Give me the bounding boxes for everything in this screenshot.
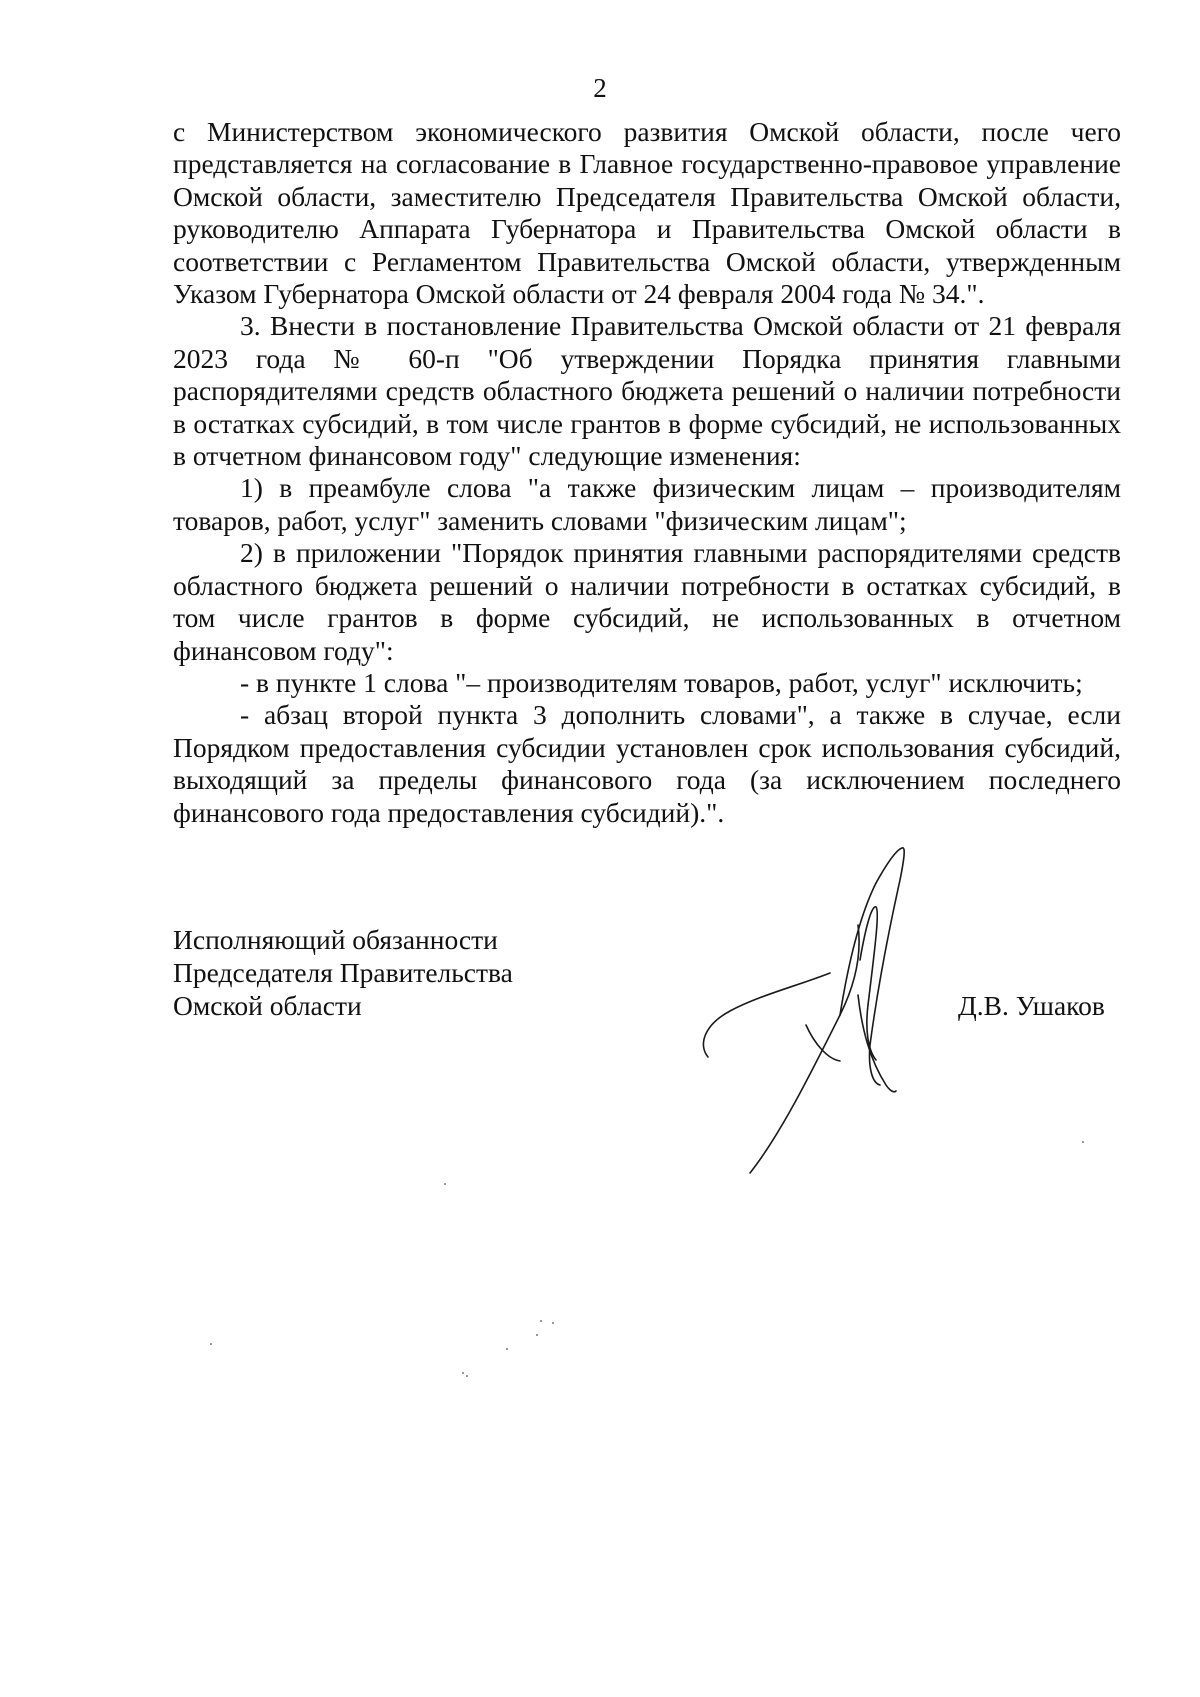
scan-speck: [552, 1322, 554, 1324]
scan-speck: [540, 1320, 542, 1322]
signer-position: [173, 923, 513, 1022]
paragraph-dash-1: - в пункте 1 слова "– производителям товаров, работ, услуг" исключить;: [240, 666, 1083, 698]
signature-stroke-tail: [858, 995, 896, 1092]
paragraph-continuation: с Министерством экономического развития Омской области, после чего представляется на согласование в Главное государственно-правовое управление Омской области, заместителю Председателя Правительства Омской области, руководителю Аппарата Губернатора и Правительства Омской области в соответствии с Регламентом Правительства Омской области, утвержденным Указом Губернатора Омской области от 24 февраля 2004 года № 34.".: [173, 116, 1121, 310]
signature-stroke-loop: [703, 973, 830, 1057]
page-number: 2: [593, 73, 607, 103]
signature-stroke-left: [806, 1025, 840, 1061]
signature-stroke-inner: [860, 907, 877, 1060]
signer-position-line-1: Исполняющий обязанности: [173, 924, 498, 955]
signature-stroke-long: [750, 925, 859, 1173]
handwritten-signature: [690, 845, 980, 1175]
paragraph-item-3: 3. Внести в постановление Правительства Омской области от 21 февраля 2023 года № 60-п "Об утверждении Порядка принятия главными распорядителями средств областного бюджета решений о наличии потребности в остатках субсидий, в том числе грантов в форме субсидий, не использованных в отчетном финансовом году" следующие изменения:: [173, 310, 1121, 472]
scan-speck: [462, 1372, 464, 1374]
signer-name: Д.В. Ушаков: [958, 990, 1105, 1021]
scan-speck: [536, 1334, 538, 1336]
scan-speck: [1082, 1141, 1084, 1143]
paragraph-subitem-1: 1) в преамбуле слова "а также физическим лицам – производителям товаров, работ, услуг" заменить словами "физическим лицам";: [173, 472, 1121, 536]
signer-position-line-3: Омской области: [173, 990, 362, 1021]
document-body: [173, 116, 1121, 829]
paragraph-dash-2: - абзац второй пункта 3 дополнить словами", а также в случае, если Порядком предоставления субсидии установлен срок использования субсидий, выходящий за пределы финансового года (за исключением последнего финансового года предоставления субсидий).".: [173, 699, 1121, 828]
scan-speck: [210, 1343, 212, 1345]
signer-position-line-2: Председателя Правительства: [173, 957, 513, 988]
scan-speck: [444, 1183, 446, 1185]
paragraph-subitem-2: 2) в приложении "Порядок принятия главными распорядителями средств областного бюджета решений о наличии потребности в остатках субсидий, в том числе грантов в форме субсидий, не использованных в отчетном финансовом году":: [173, 537, 1121, 666]
scan-speck: [466, 1375, 468, 1377]
scan-speck: [506, 1348, 508, 1350]
